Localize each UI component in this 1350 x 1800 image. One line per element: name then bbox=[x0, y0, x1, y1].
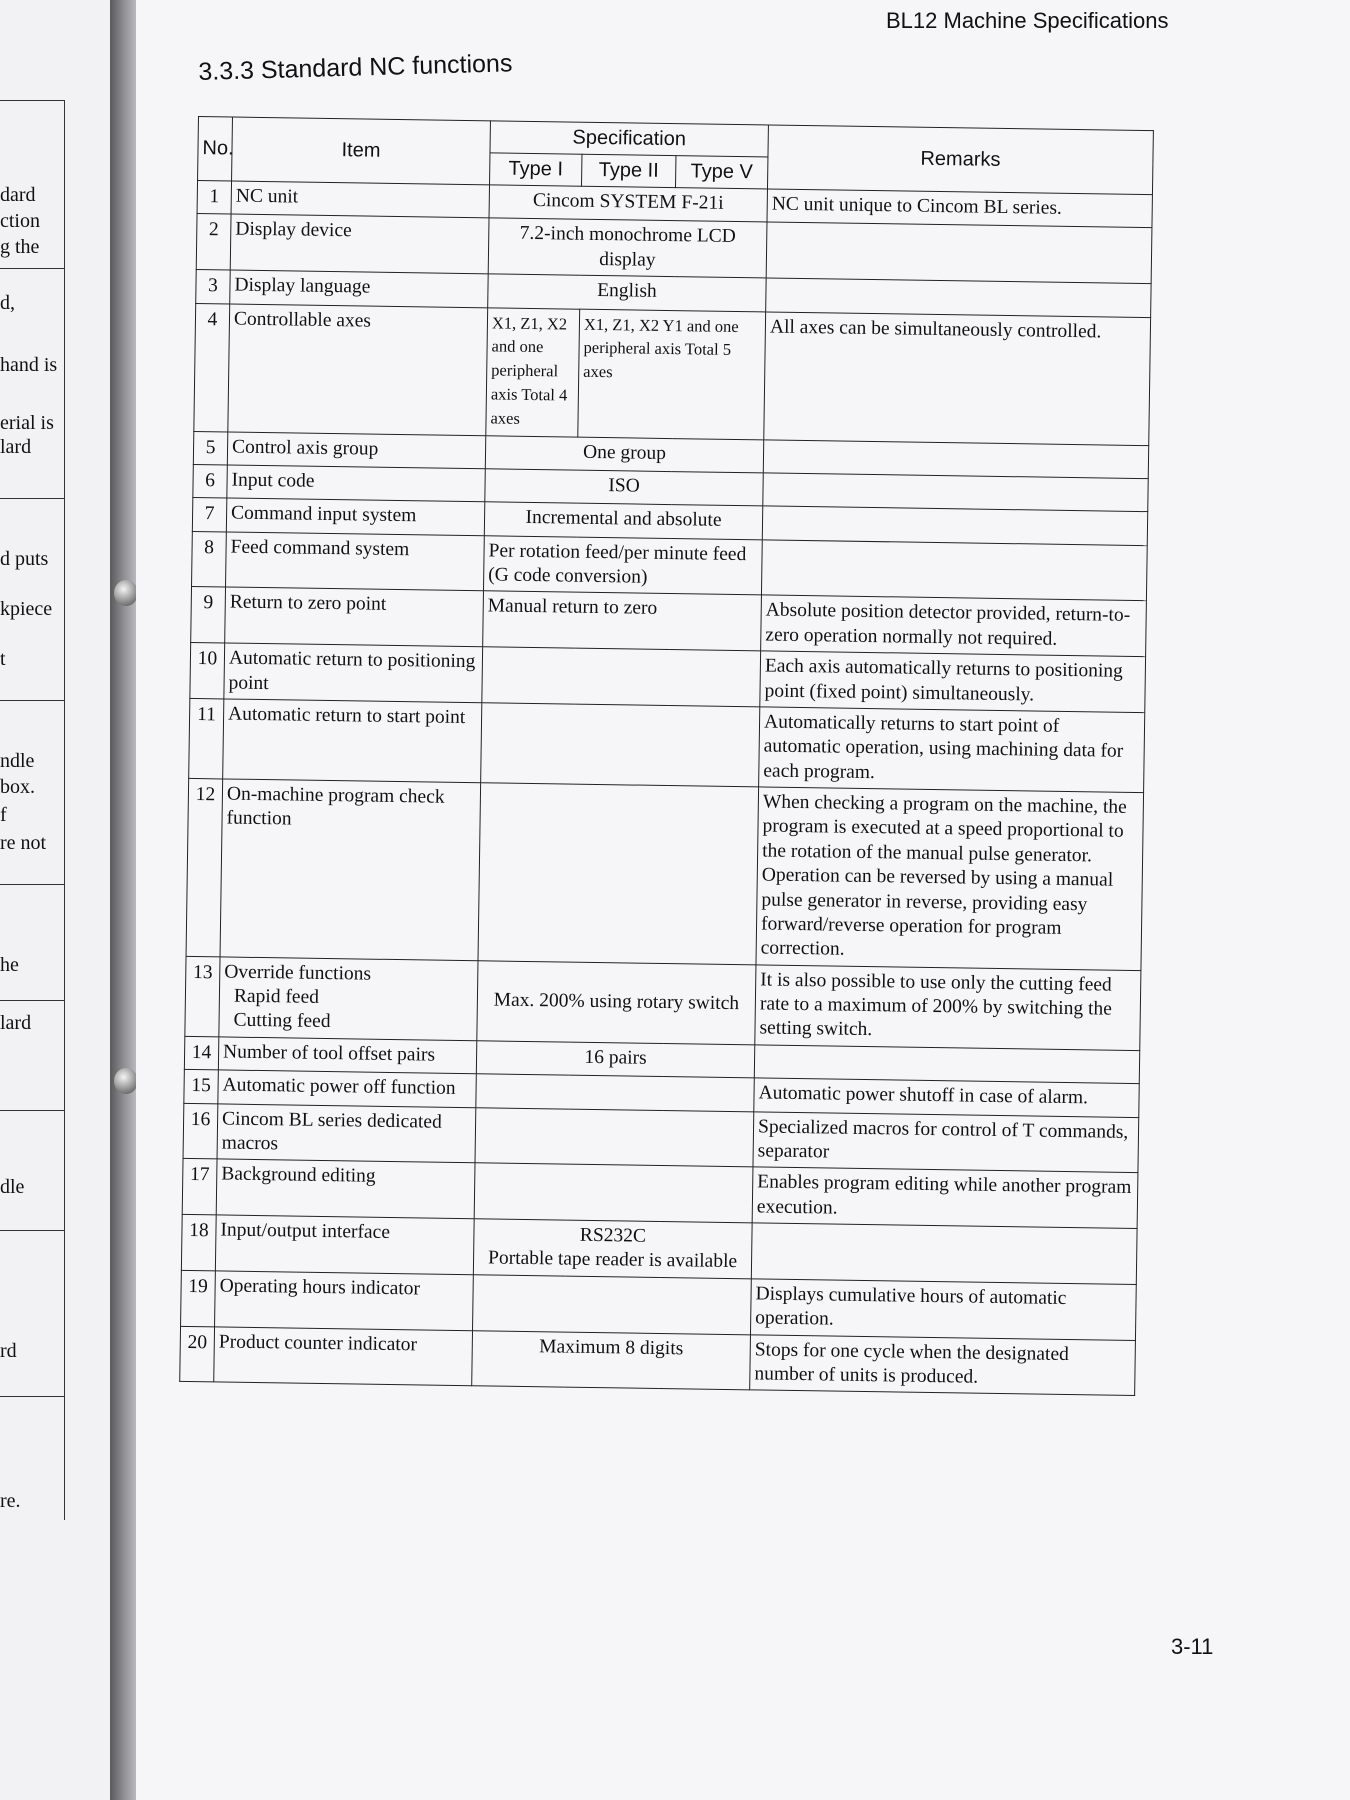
facing-page-text: kpiece bbox=[0, 598, 53, 620]
row-number: 11 bbox=[189, 698, 224, 779]
section-title: 3.3.3 Standard NC functions bbox=[198, 49, 513, 86]
row-item: Cincom BL series dedicated macros bbox=[217, 1103, 476, 1163]
row-spec-main: RS232C bbox=[579, 1224, 647, 1247]
row-spec-note: Portable tape reader is available bbox=[487, 1247, 738, 1273]
row-spec bbox=[478, 783, 759, 965]
row-item-sub-rapid-feed: Rapid feed bbox=[233, 985, 320, 1008]
row-number: 2 bbox=[196, 214, 231, 270]
row-spec bbox=[474, 1163, 753, 1223]
row-item bbox=[219, 957, 478, 1041]
row-remarks bbox=[766, 278, 1151, 317]
row-remarks bbox=[761, 540, 1147, 601]
row-item: Automatic return to positioning point bbox=[224, 643, 483, 703]
row-item-main: Override functions bbox=[224, 961, 372, 985]
facing-page-rule bbox=[0, 700, 64, 701]
row-number: 1 bbox=[197, 181, 231, 215]
facing-page-text: lard bbox=[0, 1012, 32, 1034]
row-spec: 7.2-inch monochrome LCD display bbox=[488, 218, 767, 278]
row-remarks: Automatically returns to start point of automatic operation, using machining data for each program. bbox=[759, 707, 1145, 793]
facing-page-rule bbox=[0, 1000, 64, 1001]
facing-page-text: dle bbox=[0, 1176, 25, 1198]
facing-page-text: t bbox=[0, 648, 6, 670]
table-row bbox=[189, 698, 1145, 792]
row-number: 10 bbox=[190, 643, 225, 699]
row-remarks: Displays cumulative hours of automatic operation. bbox=[751, 1279, 1137, 1340]
row-spec bbox=[473, 1274, 752, 1334]
row-remarks: Specialized macros for control of T commands, separator bbox=[753, 1111, 1139, 1172]
table-row bbox=[186, 778, 1144, 970]
row-remarks: Automatic power shutoff in case of alarm. bbox=[754, 1078, 1139, 1117]
row-spec bbox=[476, 1074, 754, 1111]
row-spec: 16 pairs bbox=[476, 1040, 754, 1077]
row-item: Background editing bbox=[216, 1159, 475, 1219]
nc-functions-table-wrapper bbox=[179, 116, 1154, 1396]
row-remarks bbox=[766, 222, 1152, 283]
facing-page-text: erial is bbox=[0, 412, 54, 434]
row-number: 13 bbox=[185, 956, 220, 1037]
facing-page-text: lard bbox=[0, 436, 32, 458]
facing-page-rule bbox=[0, 1110, 64, 1111]
facing-page-text: hand is bbox=[0, 354, 58, 376]
row-number: 8 bbox=[192, 531, 227, 587]
row-number: 16 bbox=[183, 1103, 218, 1159]
facing-page-rule bbox=[0, 100, 64, 101]
row-number: 18 bbox=[181, 1214, 216, 1270]
row-spec: Incremental and absolute bbox=[484, 502, 762, 539]
row-item: Feed command system bbox=[226, 532, 485, 592]
row-number: 3 bbox=[196, 270, 230, 304]
facing-page-rule bbox=[0, 1230, 64, 1231]
row-spec: English bbox=[488, 274, 766, 311]
col-header-specification: Specification bbox=[490, 121, 768, 157]
row-number: 7 bbox=[192, 498, 226, 532]
facing-page-text: ndle bbox=[0, 750, 35, 772]
facing-page-table-edge bbox=[64, 100, 65, 1520]
running-header: BL12 Machine Specifications bbox=[886, 8, 1169, 33]
row-item: Number of tool offset pairs bbox=[218, 1037, 476, 1074]
row-spec-type1: X1, Z1, X2 and one peripheral axis Total 4 axes bbox=[486, 307, 580, 436]
row-number: 6 bbox=[193, 464, 227, 498]
row-number: 5 bbox=[193, 431, 227, 465]
row-item: Display language bbox=[230, 270, 488, 307]
row-item-sub-cutting-feed: Cutting feed bbox=[233, 1010, 331, 1033]
facing-page-text: re not bbox=[0, 832, 47, 854]
col-header-type1: Type I bbox=[490, 153, 582, 186]
row-remarks bbox=[762, 506, 1147, 545]
row-number: 19 bbox=[181, 1270, 216, 1326]
facing-page-text: dard bbox=[0, 184, 36, 206]
row-item: Command input system bbox=[226, 498, 484, 535]
col-header-no: No. bbox=[198, 117, 233, 181]
page-number: 3-11 bbox=[1171, 1634, 1214, 1659]
row-number: 20 bbox=[180, 1326, 215, 1382]
binder-ring bbox=[114, 580, 138, 606]
nc-functions-table bbox=[179, 116, 1154, 1396]
facing-page-text: d puts bbox=[0, 548, 49, 570]
col-header-remarks: Remarks bbox=[767, 125, 1153, 195]
table-row bbox=[194, 303, 1151, 445]
row-spec: Max. 200% using rotary switch bbox=[477, 960, 756, 1044]
binder-ring bbox=[114, 1068, 138, 1094]
row-number: 9 bbox=[191, 587, 226, 643]
row-item: Controllable axes bbox=[228, 303, 488, 435]
row-spec: ISO bbox=[485, 469, 763, 506]
row-remarks: Absolute position detector provided, return-to-zero operation normally not required. bbox=[761, 595, 1147, 656]
facing-page-text: re. bbox=[0, 1490, 21, 1512]
row-remarks bbox=[763, 439, 1148, 478]
row-spec bbox=[473, 1219, 752, 1279]
row-number: 4 bbox=[194, 303, 230, 431]
facing-page-rule bbox=[0, 1396, 64, 1397]
row-number: 12 bbox=[186, 778, 223, 956]
facing-page-rule bbox=[0, 498, 64, 499]
row-remarks: NC unit unique to Cincom BL series. bbox=[767, 189, 1152, 228]
row-item: On-machine program check function bbox=[220, 779, 481, 960]
col-header-item: Item bbox=[232, 117, 491, 185]
row-spec: Per rotation feed/per minute feed (G code conversion) bbox=[483, 535, 762, 595]
row-number: 14 bbox=[184, 1036, 218, 1070]
col-header-type5: Type V bbox=[675, 156, 767, 189]
facing-page-text: ction bbox=[0, 210, 40, 232]
row-spec: Maximum 8 digits bbox=[472, 1330, 751, 1390]
facing-page-text: d, bbox=[0, 292, 15, 314]
row-remarks: Each axis automatically returns to positioning point (fixed point) simultaneously. bbox=[760, 651, 1146, 712]
row-number: 17 bbox=[182, 1159, 217, 1215]
facing-page-text: g the bbox=[0, 236, 40, 258]
row-item: Operating hours indicator bbox=[215, 1271, 474, 1331]
row-spec bbox=[475, 1107, 754, 1167]
row-item: Input code bbox=[227, 465, 485, 502]
facing-page-text: box. bbox=[0, 776, 35, 798]
facing-page-rule bbox=[0, 884, 64, 885]
row-remarks: It is also possible to use only the cutting feed rate to a maximum of 200% by switching the setting switch. bbox=[755, 964, 1141, 1050]
row-spec-type2-type5: X1, Z1, X2 Y1 and one peripheral axis Total 5 axes bbox=[578, 309, 766, 440]
row-remarks: All axes can be simultaneously controlled. bbox=[764, 311, 1151, 445]
row-remarks bbox=[754, 1045, 1139, 1084]
row-spec: One group bbox=[485, 435, 763, 472]
facing-page bbox=[0, 0, 128, 1800]
col-header-type2: Type II bbox=[582, 154, 676, 187]
row-remarks: Enables program editing while another program execution. bbox=[752, 1167, 1138, 1228]
facing-page-text: f bbox=[0, 804, 7, 826]
row-number: 15 bbox=[184, 1070, 218, 1104]
row-item: NC unit bbox=[231, 181, 489, 218]
row-item: Display device bbox=[230, 214, 489, 274]
row-remarks bbox=[751, 1223, 1137, 1284]
row-item: Return to zero point bbox=[225, 587, 484, 647]
row-spec bbox=[482, 647, 761, 707]
row-item: Product counter indicator bbox=[214, 1326, 473, 1386]
row-item: Control axis group bbox=[227, 431, 485, 468]
row-remarks bbox=[763, 473, 1148, 512]
facing-page-text: rd bbox=[0, 1340, 17, 1362]
row-spec bbox=[481, 703, 760, 787]
row-item: Automatic return to start point bbox=[223, 699, 482, 783]
row-item: Automatic power off function bbox=[218, 1070, 476, 1107]
facing-page-rule bbox=[0, 268, 64, 269]
facing-page-text: he bbox=[0, 954, 19, 976]
row-spec: Manual return to zero bbox=[483, 591, 762, 651]
row-remarks: Stops for one cycle when the designated number of units is produced. bbox=[750, 1334, 1136, 1395]
table-row bbox=[185, 956, 1141, 1050]
document-page bbox=[136, 0, 1350, 1800]
row-item: Input/output interface bbox=[215, 1215, 474, 1275]
row-spec: Cincom SYSTEM F-21i bbox=[489, 185, 767, 222]
row-remarks: When checking a program on the machine, the program is executed at a speed proportional to the rotation of the manual pulse generator. Operation can be reversed by using a manual pulse generator in reverse, providing easy forward/reverse operation for program correction. bbox=[756, 787, 1144, 970]
